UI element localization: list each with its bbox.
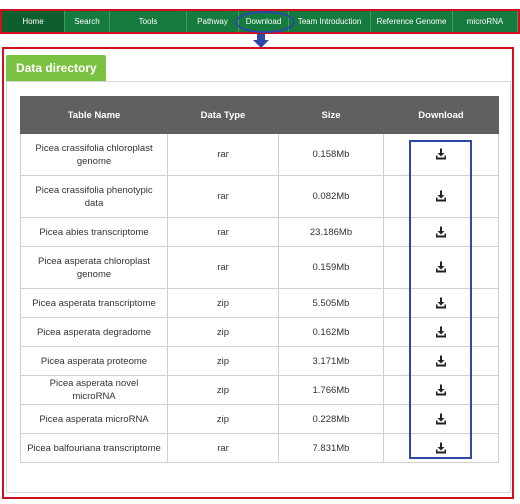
cell-download [384, 434, 499, 463]
nav-microrna[interactable]: microRNA [453, 11, 518, 32]
cell-table-name: Picea crassifolia chloroplast genome [21, 134, 168, 176]
cell-table-name: Picea asperata chloroplast genome [21, 247, 168, 289]
download-icon[interactable] [435, 297, 447, 309]
cell-table-name: Picea balfouriana transcriptome [21, 434, 168, 463]
cell-size: 3.171Mb [279, 347, 384, 376]
cell-data-type: zip [168, 405, 279, 434]
cell-size: 5.505Mb [279, 289, 384, 318]
cell-download [384, 289, 499, 318]
cell-size: 23.186Mb [279, 218, 384, 247]
download-icon[interactable] [435, 226, 447, 238]
download-icon[interactable] [435, 384, 447, 396]
cell-download [384, 134, 499, 176]
cell-table-name: Picea asperata proteome [21, 347, 168, 376]
cell-download [384, 318, 499, 347]
cell-data-type: zip [168, 318, 279, 347]
cell-download [384, 218, 499, 247]
header-size: Size [279, 97, 384, 134]
download-icon[interactable] [435, 442, 447, 454]
nav-reference-genome[interactable]: Reference Genome [371, 11, 453, 32]
cell-size: 0.228Mb [279, 405, 384, 434]
cell-download [384, 405, 499, 434]
nav-home[interactable]: Home [2, 11, 65, 32]
download-icon[interactable] [435, 261, 447, 273]
download-icon[interactable] [435, 326, 447, 338]
nav-search[interactable]: Search [65, 11, 110, 32]
arrow-down-icon [252, 34, 270, 48]
cell-table-name: Picea asperata transcriptome [21, 289, 168, 318]
cell-download [384, 176, 499, 218]
download-icon[interactable] [435, 190, 447, 202]
nav-tools[interactable]: Tools [110, 11, 187, 32]
cell-size: 1.766Mb [279, 376, 384, 405]
header-download: Download [384, 97, 499, 134]
top-navigation [0, 9, 520, 34]
table-row [21, 318, 499, 347]
table-row [21, 347, 499, 376]
cell-size: 0.159Mb [279, 247, 384, 289]
cell-size: 0.082Mb [279, 176, 384, 218]
table-row [21, 247, 499, 289]
cell-table-name: Picea asperata degradome [21, 318, 168, 347]
cell-data-type: zip [168, 289, 279, 318]
cell-data-type: rar [168, 218, 279, 247]
nav-team-introduction[interactable]: Team Introduction [289, 11, 371, 32]
cell-download [384, 247, 499, 289]
cell-table-name: Picea crassifolia phenotypic data [21, 176, 168, 218]
download-icon[interactable] [435, 355, 447, 367]
cell-table-name: Picea abies transcriptome [21, 218, 168, 247]
cell-table-name: Picea asperata novel microRNA [21, 376, 168, 405]
table-row [21, 134, 499, 176]
cell-data-type: rar [168, 434, 279, 463]
download-icon[interactable] [435, 413, 447, 425]
nav-download[interactable]: Download [239, 11, 289, 32]
section-title: Data directory [6, 55, 106, 81]
table-row [21, 376, 499, 405]
cell-size: 0.158Mb [279, 134, 384, 176]
data-table [20, 96, 499, 463]
cell-data-type: rar [168, 176, 279, 218]
table-row [21, 405, 499, 434]
table-header-row [21, 97, 499, 134]
cell-size: 7.831Mb [279, 434, 384, 463]
cell-data-type: zip [168, 347, 279, 376]
header-table-name: Table Name [21, 97, 168, 134]
cell-data-type: zip [168, 376, 279, 405]
table-row [21, 289, 499, 318]
table-row [21, 434, 499, 463]
download-icon[interactable] [435, 148, 447, 160]
table-row [21, 176, 499, 218]
cell-size: 0.162Mb [279, 318, 384, 347]
header-data-type: Data Type [168, 97, 279, 134]
cell-download [384, 376, 499, 405]
nav-pathway[interactable]: Pathway [187, 11, 239, 32]
cell-table-name: Picea asperata microRNA [21, 405, 168, 434]
cell-download [384, 347, 499, 376]
table-row [21, 218, 499, 247]
cell-data-type: rar [168, 247, 279, 289]
cell-data-type: rar [168, 134, 279, 176]
